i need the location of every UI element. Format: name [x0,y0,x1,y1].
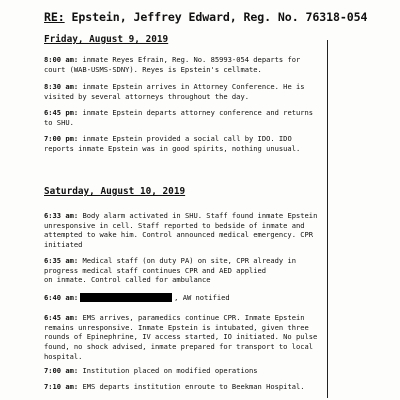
entry-text: inmate Epstein arrives in Attorney Conference. He is [78,82,305,91]
entry-time: 7:00 pm: [44,134,79,143]
entry-text: unresponsive in cell. Staff reported to bedside of inmate and [44,220,305,230]
entry-text: visited by several attorneys throughout the day. [44,91,249,101]
entry-text: Body alarm activated in SHU. Staff found inmate Epstein [78,211,318,220]
log-entry [44,382,344,392]
entry-time: 6:40 am: [44,293,79,302]
entry-time: 6:45 am: [44,313,79,322]
entry-text: , AW notified [174,293,230,302]
log-entry [44,55,344,74]
entry-time: 7:00 am: [44,366,79,375]
entry-text: on inmate. Control called for ambulance [44,275,211,285]
entry-time: 6:45 pm: [44,108,79,117]
log-entry [44,366,344,376]
entry-text: inmate Epstein departs attorney conference and returns [78,108,314,117]
entry-time: 7:10 am: [44,382,79,391]
subject-prefix: RE: [44,10,65,24]
entry-text: Medical staff (on duty PA) on site, CPR already in [78,256,296,265]
entry-time: 6:35 am: [44,256,79,265]
entry-text: found, no shock advised, inmate prepared for transport to local [44,342,314,352]
entry-text: inmate Epstein provided a social call by IDO. IDO [78,134,292,143]
entry-text: court (WAB-USMS-SDNY). Reyes is Epstein's cellmate. [44,64,262,74]
log-entry [44,256,344,285]
log-entry [44,293,344,303]
log-entry [44,313,344,362]
day-heading-saturday: Saturday, August 10, 2019 [44,186,186,197]
entry-text: progress medical staff continues CPR and AED applied [44,265,267,275]
log-entry [44,108,344,127]
log-entry [44,211,344,250]
entry-time: 8:30 am: [44,82,79,91]
subject-text: Epstein, Jeffrey Edward, Reg. No. 76318-054 [71,10,368,24]
entry-time: 8:00 am: [44,55,79,64]
entry-text: rounds of Epinephrine, IV access started, IO initiated. No pulse [44,332,318,342]
entry-text: hospital. [44,351,83,361]
entry-text: reports inmate Epstein was in good spirits, nothing unusual. [44,143,301,153]
entry-text: EMS arrives, paramedics continue CPR. Inmate Epstein [78,313,305,322]
entry-text: EMS departs institution enroute to Beekman Hospital. [78,382,305,391]
entry-text: Institution placed on modified operations [78,366,258,375]
day-heading-friday: Friday, August 9, 2019 [44,34,169,45]
entry-text: to SHU. [44,117,74,127]
scan-artifact-line [327,40,328,398]
entry-text: initiated [44,240,83,250]
entry-text: remains unresponsive. Inmate Epstein is intubated, given three [44,322,309,332]
memo-subject [44,10,367,24]
entry-time: 6:33 am: [44,211,79,220]
entry-text: inmate Reyes Efrain, Reg. No. 85993-054 departs for [78,55,301,64]
entry-text: attempted to wake him. Control announced medical emergency. CPR [44,230,314,240]
log-entry [44,82,344,101]
redaction-bar [80,293,172,302]
log-entry [44,134,344,153]
